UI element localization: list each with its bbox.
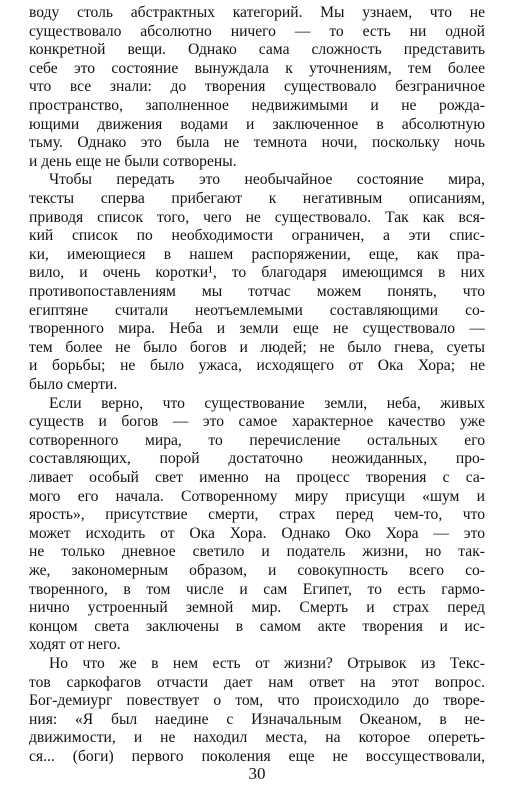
text-line: тексты сперва прибегают к негативным описаниям,: [29, 190, 485, 207]
text-line: тов саркофагов отчасти дает нам ответ на этот вопрос.: [29, 673, 485, 691]
text-line: движимости, и не находил места, на которое опереть-: [29, 729, 485, 747]
text-line: тем более не было богов и людей; не было гнева, суеты: [29, 338, 485, 356]
text-line: вило, и очень коротки¹, то благодаря имеющимся в них: [29, 264, 485, 282]
text-line: существовало абсолютно ничего — то есть ни одной: [29, 22, 485, 40]
text-line: Чтобы передать это необычайное состояние мира,: [49, 171, 485, 189]
text-line: ливает особый свет именно на процесс творения с са-: [29, 469, 485, 486]
text-line: себе это состояние вынуждала к уточнениям, тем более: [29, 59, 485, 77]
text-line: конкретной вещи. Однако сама сложность представить: [29, 41, 485, 59]
text-line: составляющих, порой достаточно неожиданных, про-: [29, 450, 485, 468]
page-number: 30: [248, 764, 266, 783]
text-line: тьму. Однако это была не темнота ночи, поскольку ночь: [29, 134, 485, 152]
text-line: воду столь абстрактных категорий. Мы узнаем, что не: [29, 4, 485, 21]
text-line: ющими движения водами и заключенное в абсолютную: [29, 115, 485, 133]
text-line: не только дневное светило и податель жизни, но так-: [29, 543, 485, 561]
text-line: ходят от него.: [29, 636, 121, 654]
text-line: приводя список того, чего не существовало. Так как вся-: [29, 208, 485, 226]
text-line: Но что же в нем есть от жизни? Отрывок из Текс-: [49, 655, 485, 672]
text-line: что все знали: до творения существовало безграничное: [29, 78, 485, 96]
text-line: сотворенного мира, то перечисление остальных его: [29, 431, 485, 449]
text-line: существ и богов — это самое характерное качество уже: [29, 413, 485, 431]
text-line: было смерти.: [29, 376, 118, 393]
text-line: ярость», присутствие смерти, страх перед чем-то, что: [29, 506, 485, 524]
text-line: же, закономерным образом, и совокупность всего со-: [29, 562, 485, 579]
text-line: противопоставлениям мы тотчас можем понять, что: [29, 283, 485, 300]
text-line: ния: «Я был наедине с Изначальным Океаном, в не-: [29, 710, 485, 728]
text-line: пространство, заполненное недвижимыми и не рожда-: [29, 97, 485, 114]
text-line: Если верно, что существование земли, неба, живых: [49, 394, 485, 412]
text-line: нично устроенный земной мир. Смерть и страх перед: [29, 599, 485, 617]
text-line: концом света заключены в самом акте творения и ис-: [29, 617, 485, 635]
text-line: творенного мира. Неба и земли еще не существовало —: [29, 320, 485, 338]
text-line: Бог-демиург повествует о том, что происходило до творе-: [29, 692, 485, 710]
text-line: ся... (боги) первого поколения еще не воссуществовали,: [29, 748, 485, 765]
text-line: кий список по необходимости ограничен, а эти спис-: [29, 227, 485, 245]
text-line: и борьбы; не было ужаса, исходящего от Ока Хора; не: [29, 357, 485, 375]
text-line: может исходить от Ока Хора. Однако Око Хора — это: [29, 524, 485, 542]
text-line: мого его начала. Сотворенному миру присущи «шум и: [29, 487, 485, 505]
text-line: и день еще не были сотворены.: [29, 152, 237, 170]
text-line: творенного, в том числе и сам Египет, то есть гармо-: [29, 580, 485, 598]
text-line: египтяне считали неотъемлемыми составляющими со-: [29, 301, 485, 319]
text-line: ки, имеющиеся в нашем распоряжении, еще, как пра-: [29, 245, 485, 263]
